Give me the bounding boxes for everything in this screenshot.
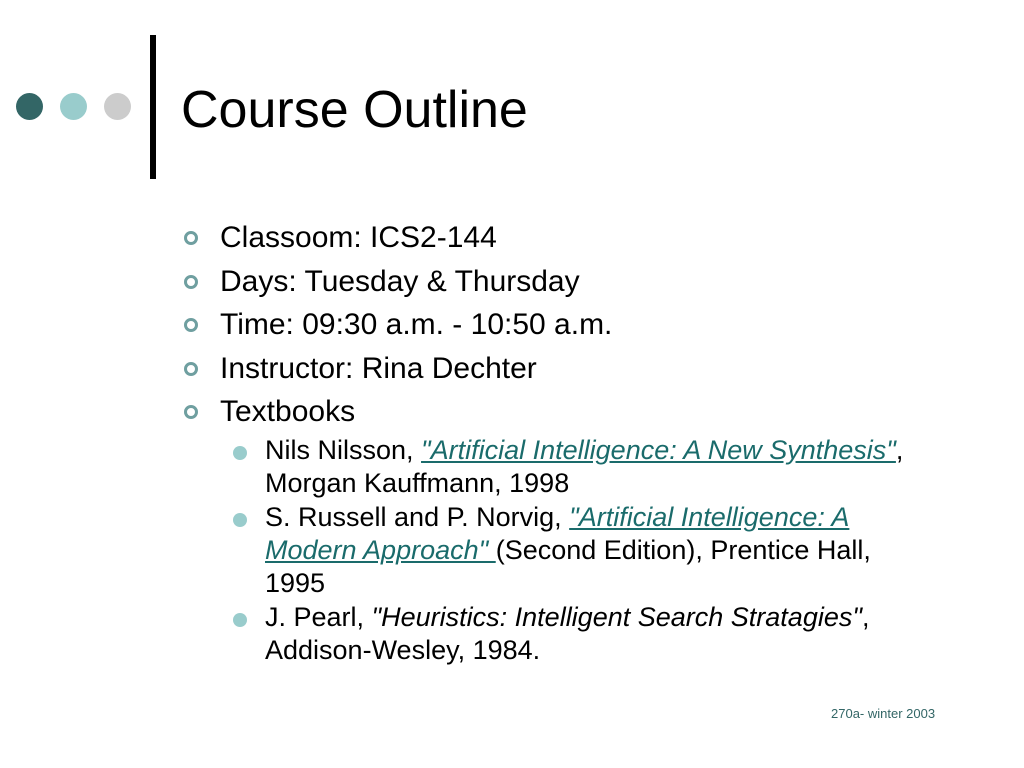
bullet-list: [184, 216, 924, 668]
textbook-title-link[interactable]: "Artificial Intelligence: A Modern Approach": [265, 501, 850, 565]
filled-circle-bullet-icon: [233, 513, 247, 527]
textbook-publisher: , Morgan Kauffmann, 1998: [265, 434, 904, 498]
gray-dot-icon: [104, 93, 131, 120]
slide-footer: 270a- winter 2003: [831, 706, 936, 721]
bullet-item: [184, 216, 924, 260]
title-divider: [150, 35, 156, 179]
textbook-item: [184, 434, 924, 500]
hollow-circle-bullet-icon: [184, 362, 198, 376]
bullet-text: Textbooks: [220, 395, 356, 428]
filled-circle-bullet-icon: [233, 613, 247, 627]
dark-dot-icon: [16, 93, 43, 120]
textbook-authors: Nils Nilsson,: [265, 434, 422, 465]
bullet-text: Time: 09:30 a.m. - 10:50 a.m.: [220, 308, 613, 341]
bullet-item-textbooks: [184, 390, 924, 434]
textbook-publisher: , Addison-Wesley, 1984.: [265, 601, 870, 665]
textbook-publisher: (Second Edition), Prentice Hall, 1995: [265, 534, 871, 598]
bullet-text: Days: Tuesday & Thursday: [220, 264, 580, 298]
bullet-item: [184, 303, 924, 347]
bullet-item: [184, 347, 924, 391]
bullet-text: Instructor: Rina Dechter: [220, 351, 537, 385]
textbook-authors: S. Russell and P. Norvig,: [265, 501, 570, 532]
filled-circle-bullet-icon: [233, 446, 247, 460]
hollow-circle-bullet-icon: [184, 405, 198, 419]
bullet-item: [184, 260, 924, 304]
hollow-circle-bullet-icon: [184, 318, 198, 332]
light-teal-dot-icon: [60, 93, 87, 120]
textbook-authors: J. Pearl,: [265, 601, 372, 632]
textbook-item: [184, 601, 924, 667]
hollow-circle-bullet-icon: [184, 231, 198, 245]
textbook-item: [184, 501, 924, 600]
hollow-circle-bullet-icon: [184, 275, 198, 289]
textbook-title-link[interactable]: "Artificial Intelligence: A New Synthesis": [421, 434, 896, 465]
textbook-title: "Heuristics: Intelligent Search Stratagies": [371, 601, 862, 632]
slide-title: Course Outline: [181, 81, 528, 139]
decorative-dots: [16, 93, 132, 121]
bullet-text: Classoom: ICS2-144: [220, 221, 497, 254]
